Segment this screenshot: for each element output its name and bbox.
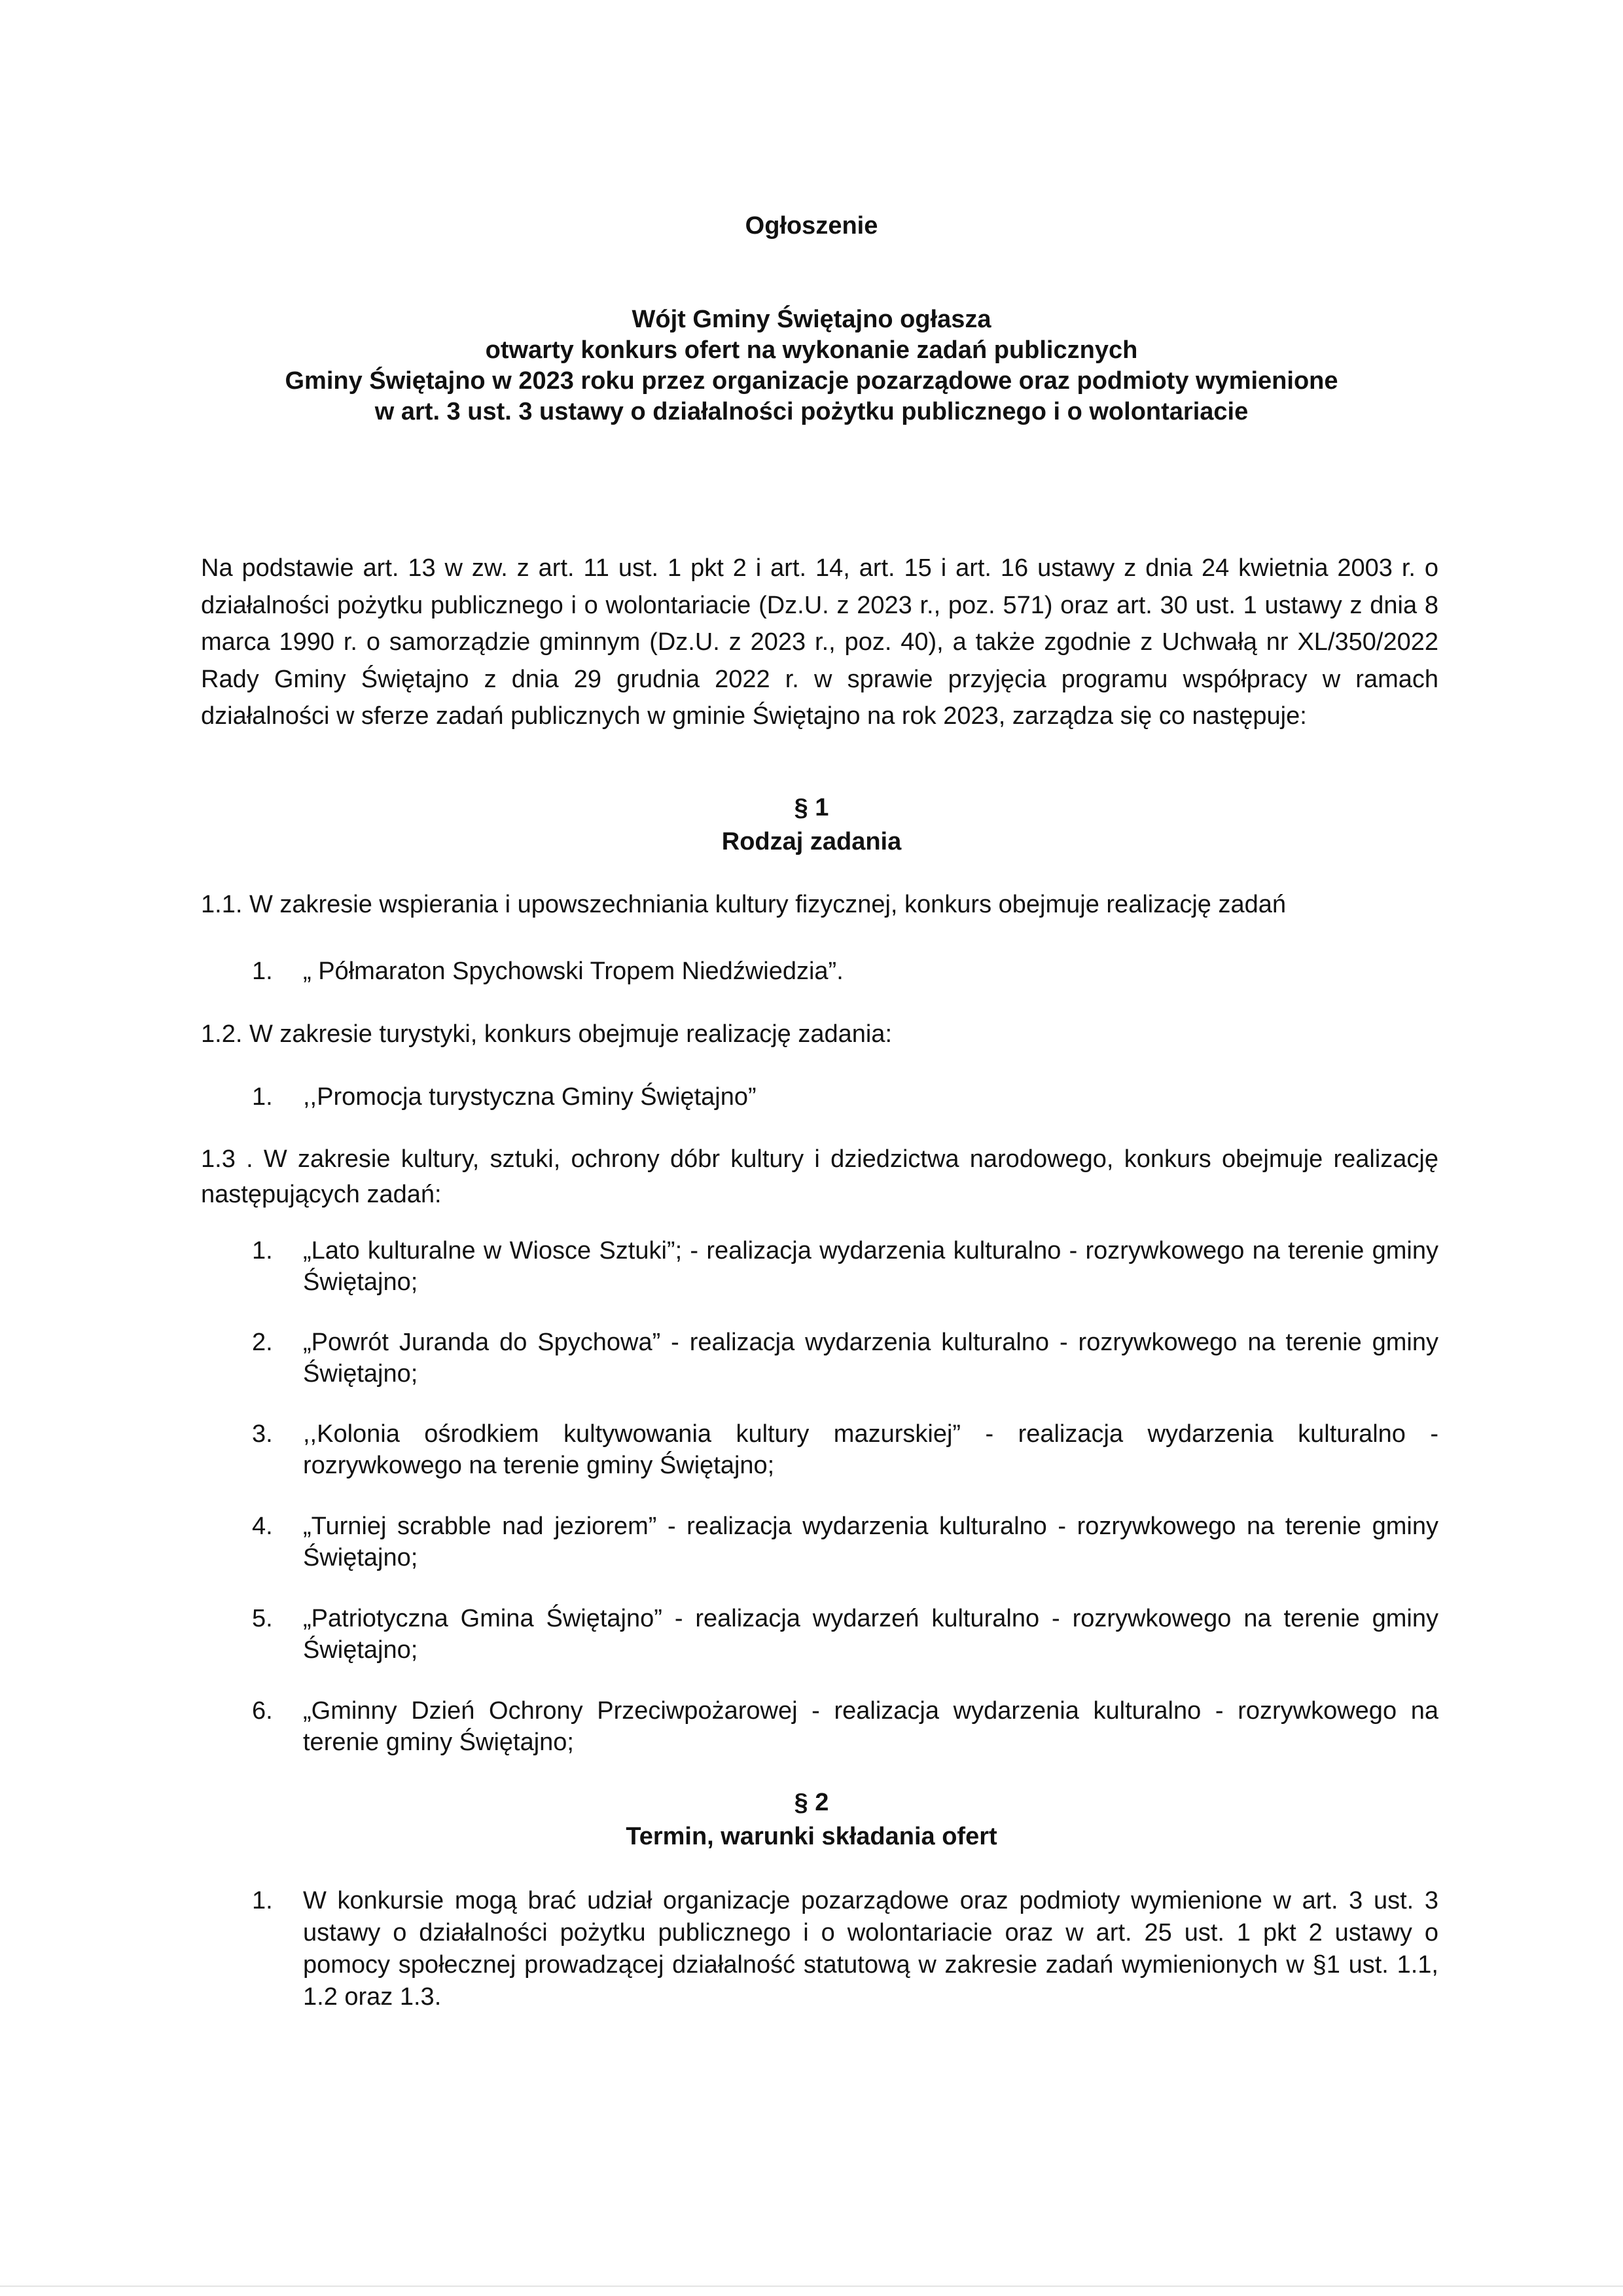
list-item [252,1603,1438,1666]
heading-line: otwarty konkurs ofert na wykonanie zadań publicznych [485,336,1138,364]
list-item-text: ,,Promocja turystyczna Gminy Świętajno” [303,1083,757,1111]
list-item-number: 5. [252,1605,273,1632]
section-1-heading: Rodzaj zadania [721,828,902,855]
list-item-number: 2. [252,1329,273,1356]
list-item-text: „Turniej scrabble nad jeziorem” - realizacja wydarzenia kulturalno - rozrywkowego na terenie gminy Świętajno; [303,1513,1438,1571]
list-item-text: „ Półmaraton Spychowski Tropem Niedźwiedzia”. [303,958,844,985]
list-item-number: 1. [252,1083,273,1111]
heading-line: Wójt Gminy Świętajno ogłasza [632,306,991,333]
list-item-text: „Lato kulturalne w Wiosce Sztuki”; - realizacja wydarzenia kulturalno - rozrywkowego na terenie gminy Świętajno; [303,1237,1438,1296]
announcement-heading [216,304,1407,427]
list-item-number: 1. [252,1237,273,1265]
subsection-1-2-text: 1.2. W zakresie turystyki, konkurs obejmuje realizację zadania: [201,1020,893,1048]
heading-line: w art. 3 ust. 3 ustawy o działalności pożytku publicznego i o wolontariacie [374,398,1249,425]
section-2-heading: Termin, warunki składania ofert [626,1823,997,1850]
list-item [252,1418,1438,1481]
list-item-number: 1. [252,1887,273,1914]
document-title: Ogłoszenie [745,212,878,240]
list-item-number: 3. [252,1420,273,1448]
list-item-text: „Powrót Juranda do Spychowa” - realizacja wydarzenia kulturalno - rozrywkowego na terenie gminy Świętajno; [303,1329,1438,1388]
section-2-symbol: § 2 [794,1789,829,1816]
subsection-1-3-text: 1.3 . W zakresie kultury, sztuki, ochrony dóbr kultury i dziedzictwa narodowego, konkurs obejmuje realizację następujących zadań: [201,1145,1438,1208]
page-bottom-edge [0,2286,1623,2287]
list-item [252,1235,1438,1298]
list-item [252,1885,1438,2016]
list-item-text: ,,Kolonia ośrodkiem kultywowania kultury mazurskiej” - realizacja wydarzenia kulturalno - rozrywkowego na terenie gminy Świętajno; [303,1420,1438,1479]
section-1-symbol: § 1 [794,794,829,821]
list-item [252,1511,1438,1573]
list-item-text: „Patriotyczna Gmina Świętajno” - realizacja wydarzeń kulturalno - rozrywkowego na terenie gminy Świętajno; [303,1605,1438,1664]
heading-line: Gminy Świętajno w 2023 roku przez organizacje pozarządowe oraz podmioty wymienione [285,367,1338,395]
list-item [252,1695,1438,1758]
subsection-1-1-text: 1.1. W zakresie wspierania i upowszechniania kultury fizycznej, konkurs obejmuje realizację zadań [201,891,1287,918]
list-item-text: „Gminny Dzień Ochrony Przeciwpożarowej - realizacja wydarzenia kulturalno - rozrywkowego na terenie gminy Świętajno; [303,1697,1438,1756]
list-item-text: W konkursie mogą brać udział organizacje pozarządowe oraz podmioty wymienione w art. 3 ust. 3 ustawy o działalności pożytku publicznego i o wolontariacie oraz w art. 25 ust. 1 pkt 2 ustawy o pomocy społecznej prowadzącej działalność statutową w zakresie zadań wymienionych w §1 ust. 1.1, 1.2 oraz 1.3. [303,1887,1438,2011]
list-item-number: 1. [252,958,273,985]
list-item [252,1327,1438,1390]
list-item-number: 6. [252,1697,273,1725]
list-item-number: 4. [252,1513,273,1540]
legal-basis-paragraph: Na podstawie art. 13 w zw. z art. 11 ust. 1 pkt 2 i art. 14, art. 15 i art. 16 ustawy z dnia 24 kwietnia 2003 r. o działalności pożytku publicznego i o wolontariacie (Dz.U. z 2023 r., poz. 571) oraz art. 30 ust. 1 ustawy z dnia 8 marca 1990 r. o samorządzie gminnym (Dz.U. z 2023 r., poz. 40), a także zgodnie z Uchwałą nr XL/350/2022 Rady Gminy Świętajno z dnia 29 grudnia 2022 r. w sprawie przyjęcia programu współpracy w ramach działalności w sferze zadań publicznych w gminie Świętajno na rok 2023, zarządza się co następuje: [201,554,1438,730]
